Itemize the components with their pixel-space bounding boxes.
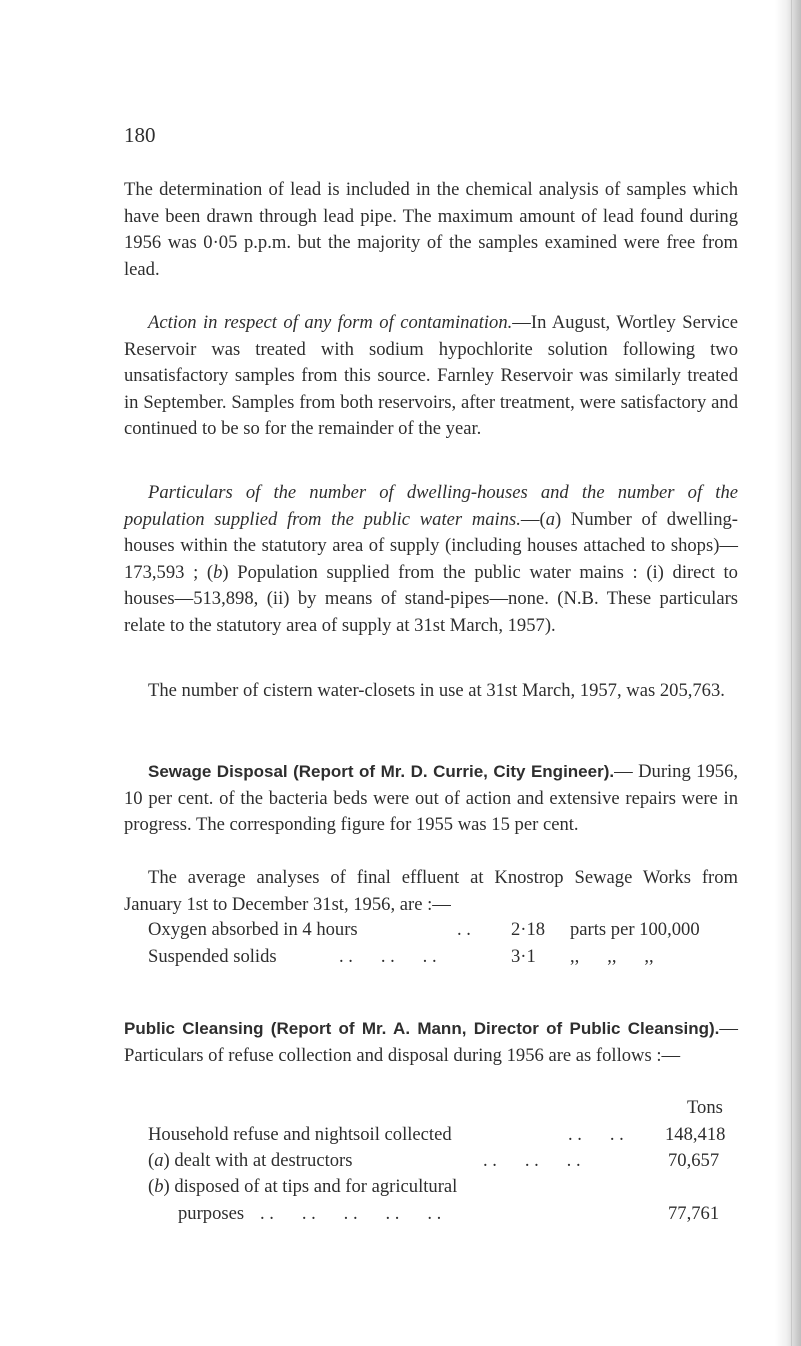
refuse-row-label: Household refuse and nightsoil collected — [148, 1124, 452, 1145]
analysis-row-value: 2·18 — [511, 919, 546, 940]
sewage-heading: Sewage Disposal (Report of Mr. D. Currie, City Engineer). — [148, 762, 615, 781]
page-edge-shadow — [775, 0, 801, 1346]
analysis-row-unit: parts per 100,000 — [570, 919, 700, 940]
refuse-row-label: (a) dealt with at destructors — [148, 1150, 353, 1171]
analysis-row-value: 3·1 — [511, 946, 536, 967]
page-edge-line — [791, 0, 792, 1346]
refuse-row-value: 70,657 — [668, 1150, 720, 1171]
dwellings-heading: Particulars of the number of dwelling-houses and the number of the population supplied from the public water mains. — [124, 482, 738, 530]
refuse-row-dots: . . . . . . . . . . — [260, 1203, 442, 1224]
analysis-row-unit: ,, ,, ,, — [570, 946, 654, 967]
page-number: 180 — [124, 123, 156, 147]
cleansing-heading: Public Cleansing (Report of Mr. A. Mann, Director of Public Cleansing). — [124, 1019, 720, 1038]
analysis-row-label: Suspended solids — [148, 946, 277, 967]
contamination-body: —In August, Wortley Service Reservoir was treated with sodium hypochlorite solution following two unsatisfactory samples from this source. Farnley Reservoir was similarly treated in September. Samples from both reservoirs, after treatment, were satisfactory and continued to be so for the remainder of the year. — [124, 312, 738, 439]
paragraph-dwellings: Particulars of the number of dwelling-houses and the number of the population supplied from the public water mains.—(a) Number of dwelling-houses within the statutory area of supply (including houses attached to shops)—173,593 ; (b) Population supplied from the public water mains : (i) direct to houses—513,898, (ii) by means of stand-pipes—none. (N.B. These particulars relate to the statutory area of supply at 31st March, 1957). — [124, 482, 738, 636]
refuse-row-label: purposes — [178, 1203, 245, 1224]
paragraph-lead: The determination of lead is included in the chemical analysis of samples which have been drawn through lead pipe. The maximum amount of lead found during 1956 was 0·05 p.p.m. but the majority of the samples examined were free from lead. — [124, 179, 738, 280]
sewage-body: — During 1956, 10 per cent. of the bacteria beds were out of action and extensive repairs were in progress. The corresponding figure for 1955 was 15 per cent. — [124, 761, 739, 835]
refuse-row-value: 148,418 — [665, 1124, 726, 1145]
analysis-row-dots: . . — [457, 919, 471, 940]
paragraph-water-closets: The number of cistern water-closets in use at 31st March, 1957, was 205,763. — [148, 680, 725, 701]
refuse-row-dots: . . . . . . — [483, 1150, 581, 1171]
refuse-row-dots: . . . . — [568, 1124, 624, 1145]
analysis-row-label: Oxygen absorbed in 4 hours — [148, 919, 358, 940]
paragraph-cleansing — [124, 1016, 738, 1069]
tons-header: Tons — [687, 1097, 723, 1118]
refuse-row-value: 77,761 — [668, 1203, 720, 1224]
analysis-row-dots: . . . . . . — [339, 946, 437, 967]
refuse-row-label: (b) disposed of at tips and for agricultural — [148, 1176, 458, 1197]
paragraph-contamination — [124, 310, 738, 443]
paragraph-knostrop: The average analyses of final effluent at Knostrop Sewage Works from January 1st to December 31st, 1956, are :— — [124, 867, 738, 915]
cleansing-body: —Particulars of refuse collection and disposal during 1956 are as follows :— — [124, 1018, 738, 1066]
paragraph-sewage — [124, 759, 738, 839]
contamination-heading: Action in respect of any form of contamination. — [148, 312, 513, 333]
